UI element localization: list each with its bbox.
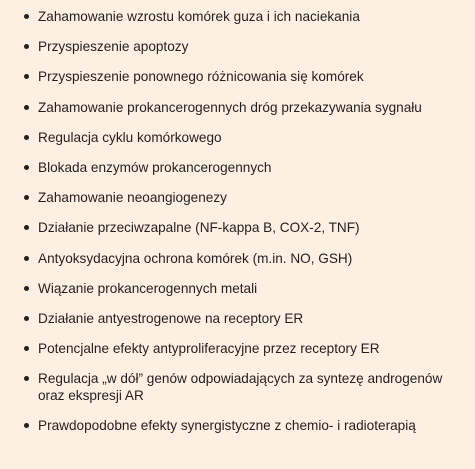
list-item (24, 8, 465, 25)
list-item (24, 219, 465, 236)
list-item-text: Wiązanie prokancerogennych metali (38, 280, 258, 296)
list-item-text: Działanie przeciwzapalne (NF-kappa B, COX-2, TNF) (38, 220, 360, 236)
list-item-text: Zahamowanie prokancerogennych dróg przekazywania sygnału (38, 99, 422, 115)
list-item (24, 68, 465, 85)
list-item (24, 340, 465, 357)
list-item-text: Działanie antyestrogenowe na receptory ER (38, 310, 304, 326)
bullet-icon (24, 165, 29, 170)
list-item (24, 280, 465, 297)
bullet-icon (24, 14, 29, 19)
list-item-text: Regulacja cyklu komórkowego (38, 129, 222, 145)
list-item (24, 417, 465, 434)
list-item-text: Zahamowanie neoangiogenezy (38, 190, 227, 206)
bullet-icon (24, 44, 29, 49)
list-item (24, 38, 465, 55)
list-item (24, 370, 465, 404)
list-item-text: Zahamowanie wzrostu komórek guza i ich naciekania (38, 9, 360, 24)
bullet-icon (24, 346, 29, 351)
list-item (24, 250, 465, 267)
list-item-text: Przyspieszenie ponownego różnicowania się komórek (38, 69, 364, 85)
bullet-icon (24, 225, 29, 230)
list-item (24, 310, 465, 327)
list-item-text: Prawdopodobne efekty synergistyczne z chemio- i radioterapią (38, 418, 416, 434)
list-item-text: Blokada enzymów prokancerogennych (38, 159, 272, 175)
bullet-icon (24, 256, 29, 261)
bullet-icon (24, 105, 29, 110)
bullet-icon (24, 286, 29, 291)
bullet-icon (24, 195, 29, 200)
list-item (24, 129, 465, 146)
list-item (24, 189, 465, 206)
list-item (24, 99, 465, 116)
bullet-icon (24, 316, 29, 321)
bullet-icon (24, 423, 29, 428)
list-item (24, 159, 465, 176)
list-item-text: Regulacja „w dół” genów odpowiadających za syntezę androgenów oraz ekspresji AR (38, 371, 443, 404)
list-item-text: Przyspieszenie apoptozy (38, 39, 189, 55)
list-item-text: Antyoksydacyjna ochrona komórek (m.in. NO, GSH) (38, 250, 353, 266)
bullet-icon (24, 376, 29, 381)
bullet-icon (24, 135, 29, 140)
list-item-text: Potencjalne efekty antyproliferacyjne przez receptory ER (38, 341, 380, 357)
bullet-icon (24, 74, 29, 79)
